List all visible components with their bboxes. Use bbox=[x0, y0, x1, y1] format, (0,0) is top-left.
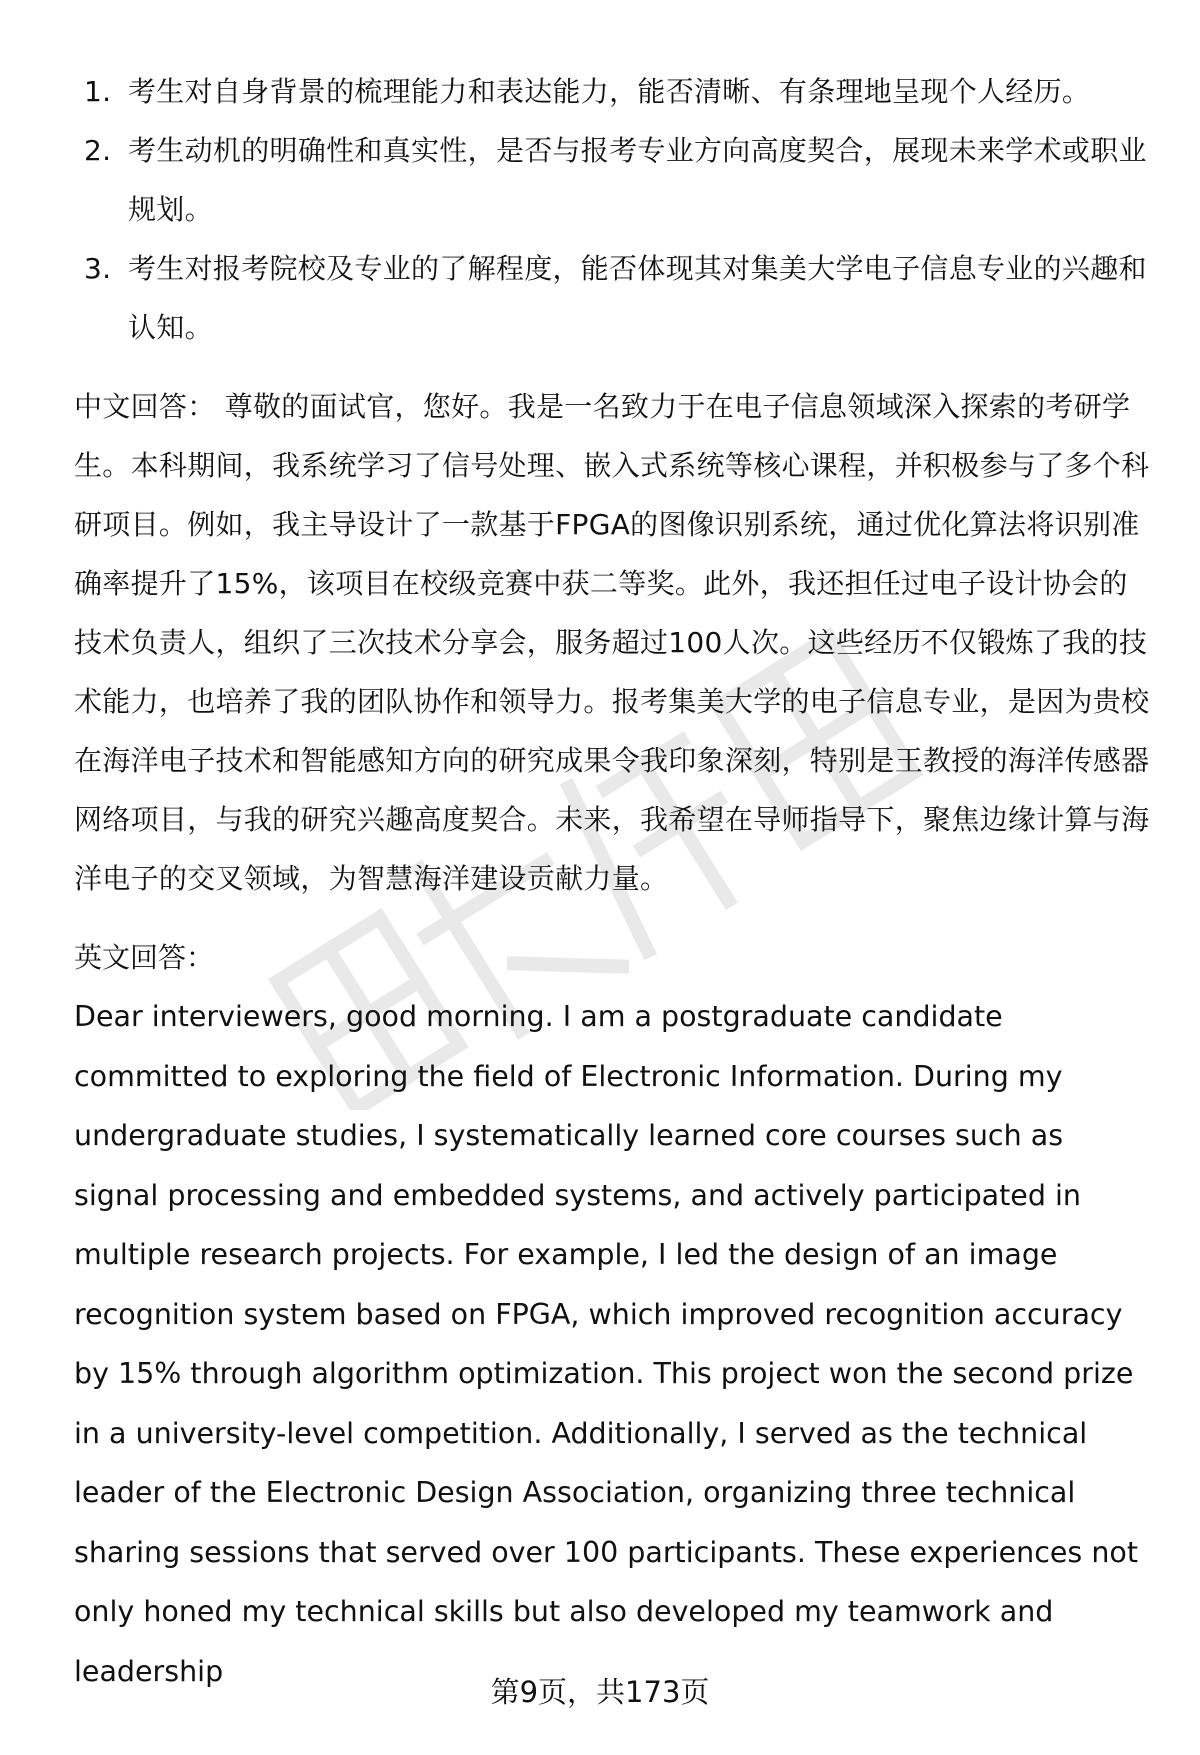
english-answer-label: 英文回答： bbox=[74, 941, 215, 974]
list-item bbox=[74, 62, 1154, 121]
list-item-text: 考生对报考院校及专业的了解程度，能否体现其对集美大学电子信息专业的兴趣和认知。 bbox=[128, 252, 1147, 344]
page-number-footer: 第9页，共173页 bbox=[490, 1675, 710, 1709]
list-number: 1. bbox=[84, 75, 112, 108]
page-content bbox=[74, 62, 1154, 1701]
list-item bbox=[74, 121, 1154, 239]
chinese-answer-paragraph: 中文回答： 尊敬的面试官，您好。我是一名致力于在电子信息领域深入探索的考研学生。本科期间，我系统学习了信号处理、嵌入式系统等核心课程，并积极参与了多个科研项目。例如，我主导设计了一款基于FPGA的图像识别系统，通过优化算法将识别准确率提升了15%，该项目在校级竞赛中获二等奖。此外，我还担任过电子设计协会的技术负责人，组织了三次技术分享会，服务超过100人次。这些经历不仅锻炼了我的技术能力，也培养了我的团队协作和领导力。报考集美大学的电子信息专业，是因为贵校在海洋电子技术和智能感知方向的研究成果令我印象深刻，特别是王教授的海洋传感器网络项目，与我的研究兴趣高度契合。未来，我希望在导师指导下，聚焦边缘计算与海洋电子的交叉领域，为智慧海洋建设贡献力量。 bbox=[74, 390, 1150, 895]
list-item-text: 考生动机的明确性和真实性，是否与报考专业方向高度契合，展现未来学术或职业规划。 bbox=[128, 134, 1147, 226]
list-number: 2. bbox=[84, 134, 112, 167]
list-number: 3. bbox=[84, 252, 112, 285]
list-item-text: 考生对自身背景的梳理能力和表达能力，能否清晰、有条理地呈现个人经历。 bbox=[128, 75, 1091, 108]
numbered-list bbox=[74, 62, 1154, 357]
english-answer-paragraph: Dear interviewers, good morning. I am a postgraduate candidate committed to exploring the field of Electronic Information. During my undergraduate studies, I systematically learned core courses such as signal processing and embedded systems, and actively participated in multiple research projects. For example, I led the design of an image recognition system based on FPGA, which improved recognition accuracy by 15% through algorithm optimization. This project won the second prize in a university-level competition. Additionally, I served as the technical leader of the Electronic Design Association, organizing three technical sharing sessions that served over 100 participants. These experiences not only honed my technical skills but also developed my teamwork and leadership bbox=[74, 1000, 1138, 1688]
list-item bbox=[74, 239, 1154, 357]
